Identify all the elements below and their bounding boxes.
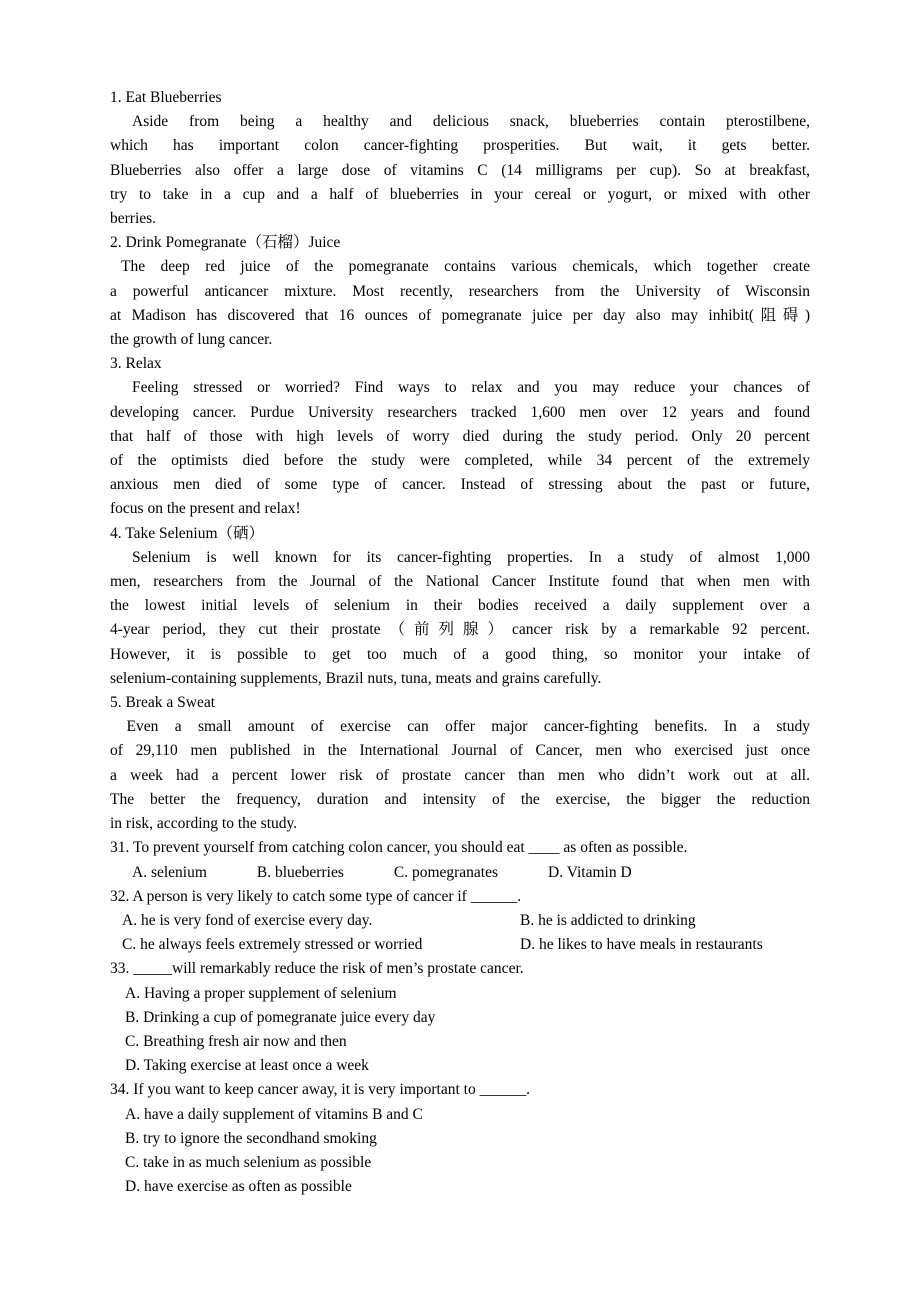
document-body (110, 86, 810, 1199)
section-heading: 2. Drink Pomegranate（石榴）Juice (110, 234, 341, 252)
paragraph-line: Blueberries also offer a large dose of vitamins C (14 milligrams per cup). So at breakfast, (110, 161, 810, 179)
paragraph-line: the lowest initial levels of selenium in their bodies received a daily supplement over a (110, 597, 810, 615)
paragraph-line: The deep red juice of the pomegranate contains various chemicals, which together create (121, 258, 810, 276)
answer-option: A. he is very fond of exercise every day. (122, 911, 373, 929)
answer-option: D. Vitamin D (548, 863, 632, 881)
paragraph-line: a week had a percent lower risk of prostate cancer than men who didn’t work out at all. (110, 766, 810, 784)
paragraph-line: 4-year period, they cut their prostate（前列腺）cancer risk by a remarkable 92 percent. (110, 621, 810, 639)
paragraph-line: focus on the present and relax! (110, 500, 301, 518)
question-stem: 31. To prevent yourself from catching colon cancer, you should eat ____ as often as possible. (110, 839, 688, 857)
answer-option: B. blueberries (256, 863, 344, 881)
question-stem: 33. _____will remarkably reduce the risk of men’s prostate cancer. (110, 960, 524, 978)
answer-option: A. Having a proper supplement of selenium (125, 984, 397, 1002)
question-stem: 34. If you want to keep cancer away, it is very important to ______. (110, 1081, 530, 1099)
paragraph-line: try to take in a cup and a half of blueberries in your cereal or yogurt, or mixed with other (110, 185, 810, 203)
answer-option: B. try to ignore the secondhand smoking (125, 1129, 377, 1147)
paragraph-line: Even a small amount of exercise can offer major cancer-fighting benefits. In a study (126, 718, 810, 736)
paragraph-line: anxious men died of some type of cancer. Instead of stressing about the past or future, (110, 476, 810, 494)
paragraph-line: of the optimists died before the study were completed, while 34 percent of the extremely (110, 452, 810, 470)
paragraph-line: Feeling stressed or worried? Find ways to relax and you may reduce your chances of (132, 379, 810, 397)
paragraph-line: a powerful anticancer mixture. Most recently, researchers from the University of Wisconsin (110, 282, 810, 300)
paragraph-line: selenium-containing supplements, Brazil nuts, tuna, meats and grains carefully. (110, 669, 602, 687)
paragraph-line: of 29,110 men published in the International Journal of Cancer, men who exercised just once (110, 742, 810, 760)
answer-option: C. pomegranates (393, 863, 499, 881)
section-heading: 3. Relax (110, 355, 162, 373)
answer-option: C. he always feels extremely stressed or worried (122, 936, 423, 954)
paragraph-line: at Madison has discovered that 16 ounces of pomegranate juice per day also may inhibit(阻碍) (110, 306, 810, 324)
section-heading: 5. Break a Sweat (110, 694, 216, 712)
answer-option: D. he likes to have meals in restaurants (520, 936, 763, 954)
answer-option: B. he is addicted to drinking (520, 911, 696, 929)
answer-option: A. selenium (132, 863, 207, 881)
section-heading: 4. Take Selenium（硒） (110, 524, 265, 542)
options-grid (110, 909, 810, 957)
answer-option: D. Taking exercise at least once a week (125, 1057, 369, 1075)
section-heading: 1. Eat Blueberries (110, 89, 222, 106)
paragraph-line: that half of those with high levels of worry died during the study period. Only 20 percent (110, 427, 810, 445)
paragraph-line: developing cancer. Purdue University researchers tracked 1,600 men over 12 years and found (110, 403, 810, 421)
answer-option: A. have a daily supplement of vitamins B and C (125, 1105, 423, 1123)
paragraph-line: in risk, according to the study. (110, 815, 298, 833)
answer-option: C. take in as much selenium as possible (125, 1153, 372, 1171)
paragraph-line: However, it is possible to get too much of a good thing, so monitor your intake of (110, 645, 810, 663)
paragraph-line: Aside from being a healthy and delicious snack, blueberries contain pterostilbene, (132, 113, 810, 131)
paragraph-line: berries. (110, 210, 157, 228)
answer-option: C. Breathing fresh air now and then (125, 1032, 347, 1050)
options-row (110, 861, 810, 885)
paragraph-line: Selenium is well known for its cancer-fighting properties. In a study of almost 1,000 (132, 548, 810, 566)
paragraph-line: the growth of lung cancer. (110, 331, 273, 349)
paragraph-line: which has important colon cancer-fighting prosperities. But wait, it gets better. (110, 137, 810, 155)
answer-option: B. Drinking a cup of pomegranate juice every day (125, 1008, 436, 1026)
paragraph-line: men, researchers from the Journal of the National Cancer Institute found that when men with (110, 573, 810, 591)
paragraph-line: The better the frequency, duration and intensity of the exercise, the bigger the reduction (110, 790, 810, 808)
question-stem: 32. A person is very likely to catch some type of cancer if ______. (110, 887, 522, 905)
answer-option: D. have exercise as often as possible (125, 1178, 352, 1196)
